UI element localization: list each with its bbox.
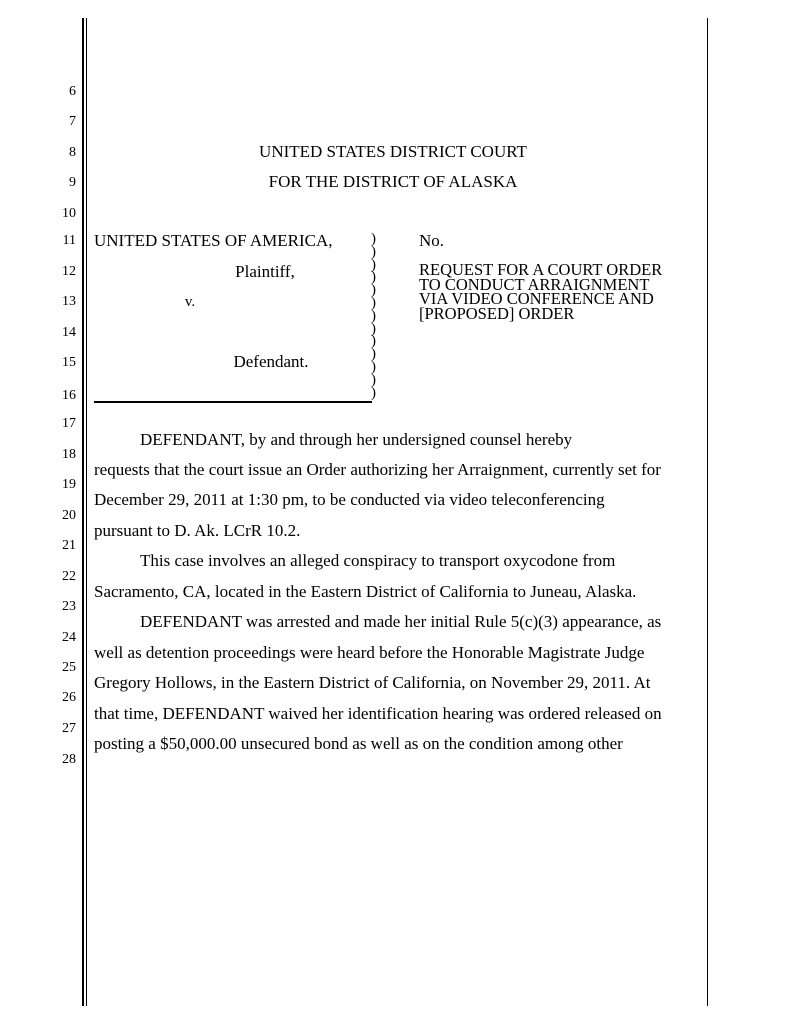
line-number: 11 <box>62 233 76 248</box>
body-line: December 29, 2011 at 1:30 pm, to be conducted via video teleconferencing <box>94 490 605 509</box>
line-number: 6 <box>69 84 76 99</box>
line-number: 17 <box>62 416 76 431</box>
line-number: 16 <box>62 388 76 403</box>
right-margin-rule <box>707 18 708 1006</box>
line-number: 13 <box>62 294 76 309</box>
body-line: pursuant to D. Ak. LCrR 10.2. <box>94 521 301 540</box>
paren-mark: ) <box>371 358 376 375</box>
court-name: UNITED STATES DISTRICT COURT <box>259 142 527 161</box>
line-number: 21 <box>62 538 76 553</box>
body-line: posting a $50,000.00 unsecured bond as well as on the condition among other <box>94 734 623 753</box>
line-number: 19 <box>62 477 76 492</box>
case-number-label: No. <box>419 231 445 250</box>
line-number: 26 <box>62 690 76 705</box>
plaintiff-role: Plaintiff, <box>235 262 295 281</box>
paren-mark: ) <box>371 243 376 260</box>
line-number: 12 <box>62 264 76 279</box>
left-margin-rule-inner <box>86 18 87 1006</box>
document-title-line: VIA VIDEO CONFERENCE AND <box>419 289 654 308</box>
body-line: that time, DEFENDANT waived her identification hearing was ordered released on <box>94 704 662 723</box>
caption-paren-column <box>371 233 381 399</box>
paren-mark: ) <box>371 231 376 247</box>
paren-mark: ) <box>371 384 376 401</box>
paren-mark: ) <box>371 294 376 311</box>
body-line: This case involves an alleged conspiracy to transport oxycodone from <box>140 551 616 570</box>
line-number: 7 <box>69 114 76 129</box>
line-number: 20 <box>62 508 76 523</box>
paren-mark: ) <box>371 333 376 350</box>
paren-mark: ) <box>371 282 376 299</box>
body-line: DEFENDANT was arrested and made her initial Rule 5(c)(3) appearance, as <box>140 612 662 631</box>
document-title-line: [PROPOSED] ORDER <box>419 303 575 323</box>
left-margin-rule-outer <box>82 18 84 1006</box>
versus: v. <box>184 294 196 310</box>
line-number: 14 <box>62 325 76 340</box>
defendant-role: Defendant. <box>233 352 309 371</box>
caption-underline <box>94 401 372 403</box>
document-title <box>419 260 709 323</box>
body-line: Gregory Hollows, in the Eastern District of California, on November 29, 2011. At <box>94 673 651 692</box>
paren-mark: ) <box>371 346 376 363</box>
line-number: 24 <box>62 630 76 645</box>
line-number: 15 <box>62 355 76 370</box>
paren-mark: ) <box>371 307 376 324</box>
line-number: 9 <box>69 175 76 190</box>
line-number: 28 <box>62 752 76 767</box>
line-number: 27 <box>62 721 76 736</box>
body-line: requests that the court issue an Order authorizing her Arraignment, currently set for <box>94 460 661 479</box>
paren-mark: ) <box>371 371 376 388</box>
document-title-line: TO CONDUCT ARRAIGNMENT <box>419 274 650 294</box>
line-number: 8 <box>69 145 76 160</box>
line-number: 10 <box>62 206 76 221</box>
line-number: 22 <box>62 569 76 584</box>
court-district: FOR THE DISTRICT OF ALASKA <box>268 172 518 191</box>
body-line: DEFENDANT, by and through her undersigned counsel hereby <box>140 430 573 449</box>
body-line: well as detention proceedings were heard before the Honorable Magistrate Judge <box>94 643 645 662</box>
document-title-line: REQUEST FOR A COURT ORDER <box>419 260 663 279</box>
line-number: 23 <box>62 599 76 614</box>
line-number: 18 <box>62 447 76 462</box>
paren-mark: ) <box>371 320 376 337</box>
paren-mark: ) <box>371 269 376 286</box>
line-number: 25 <box>62 660 76 675</box>
body-line: Sacramento, CA, located in the Eastern District of California to Juneau, Alaska. <box>94 582 637 601</box>
paren-mark: ) <box>371 256 376 273</box>
plaintiff-name: UNITED STATES OF AMERICA, <box>94 231 333 250</box>
